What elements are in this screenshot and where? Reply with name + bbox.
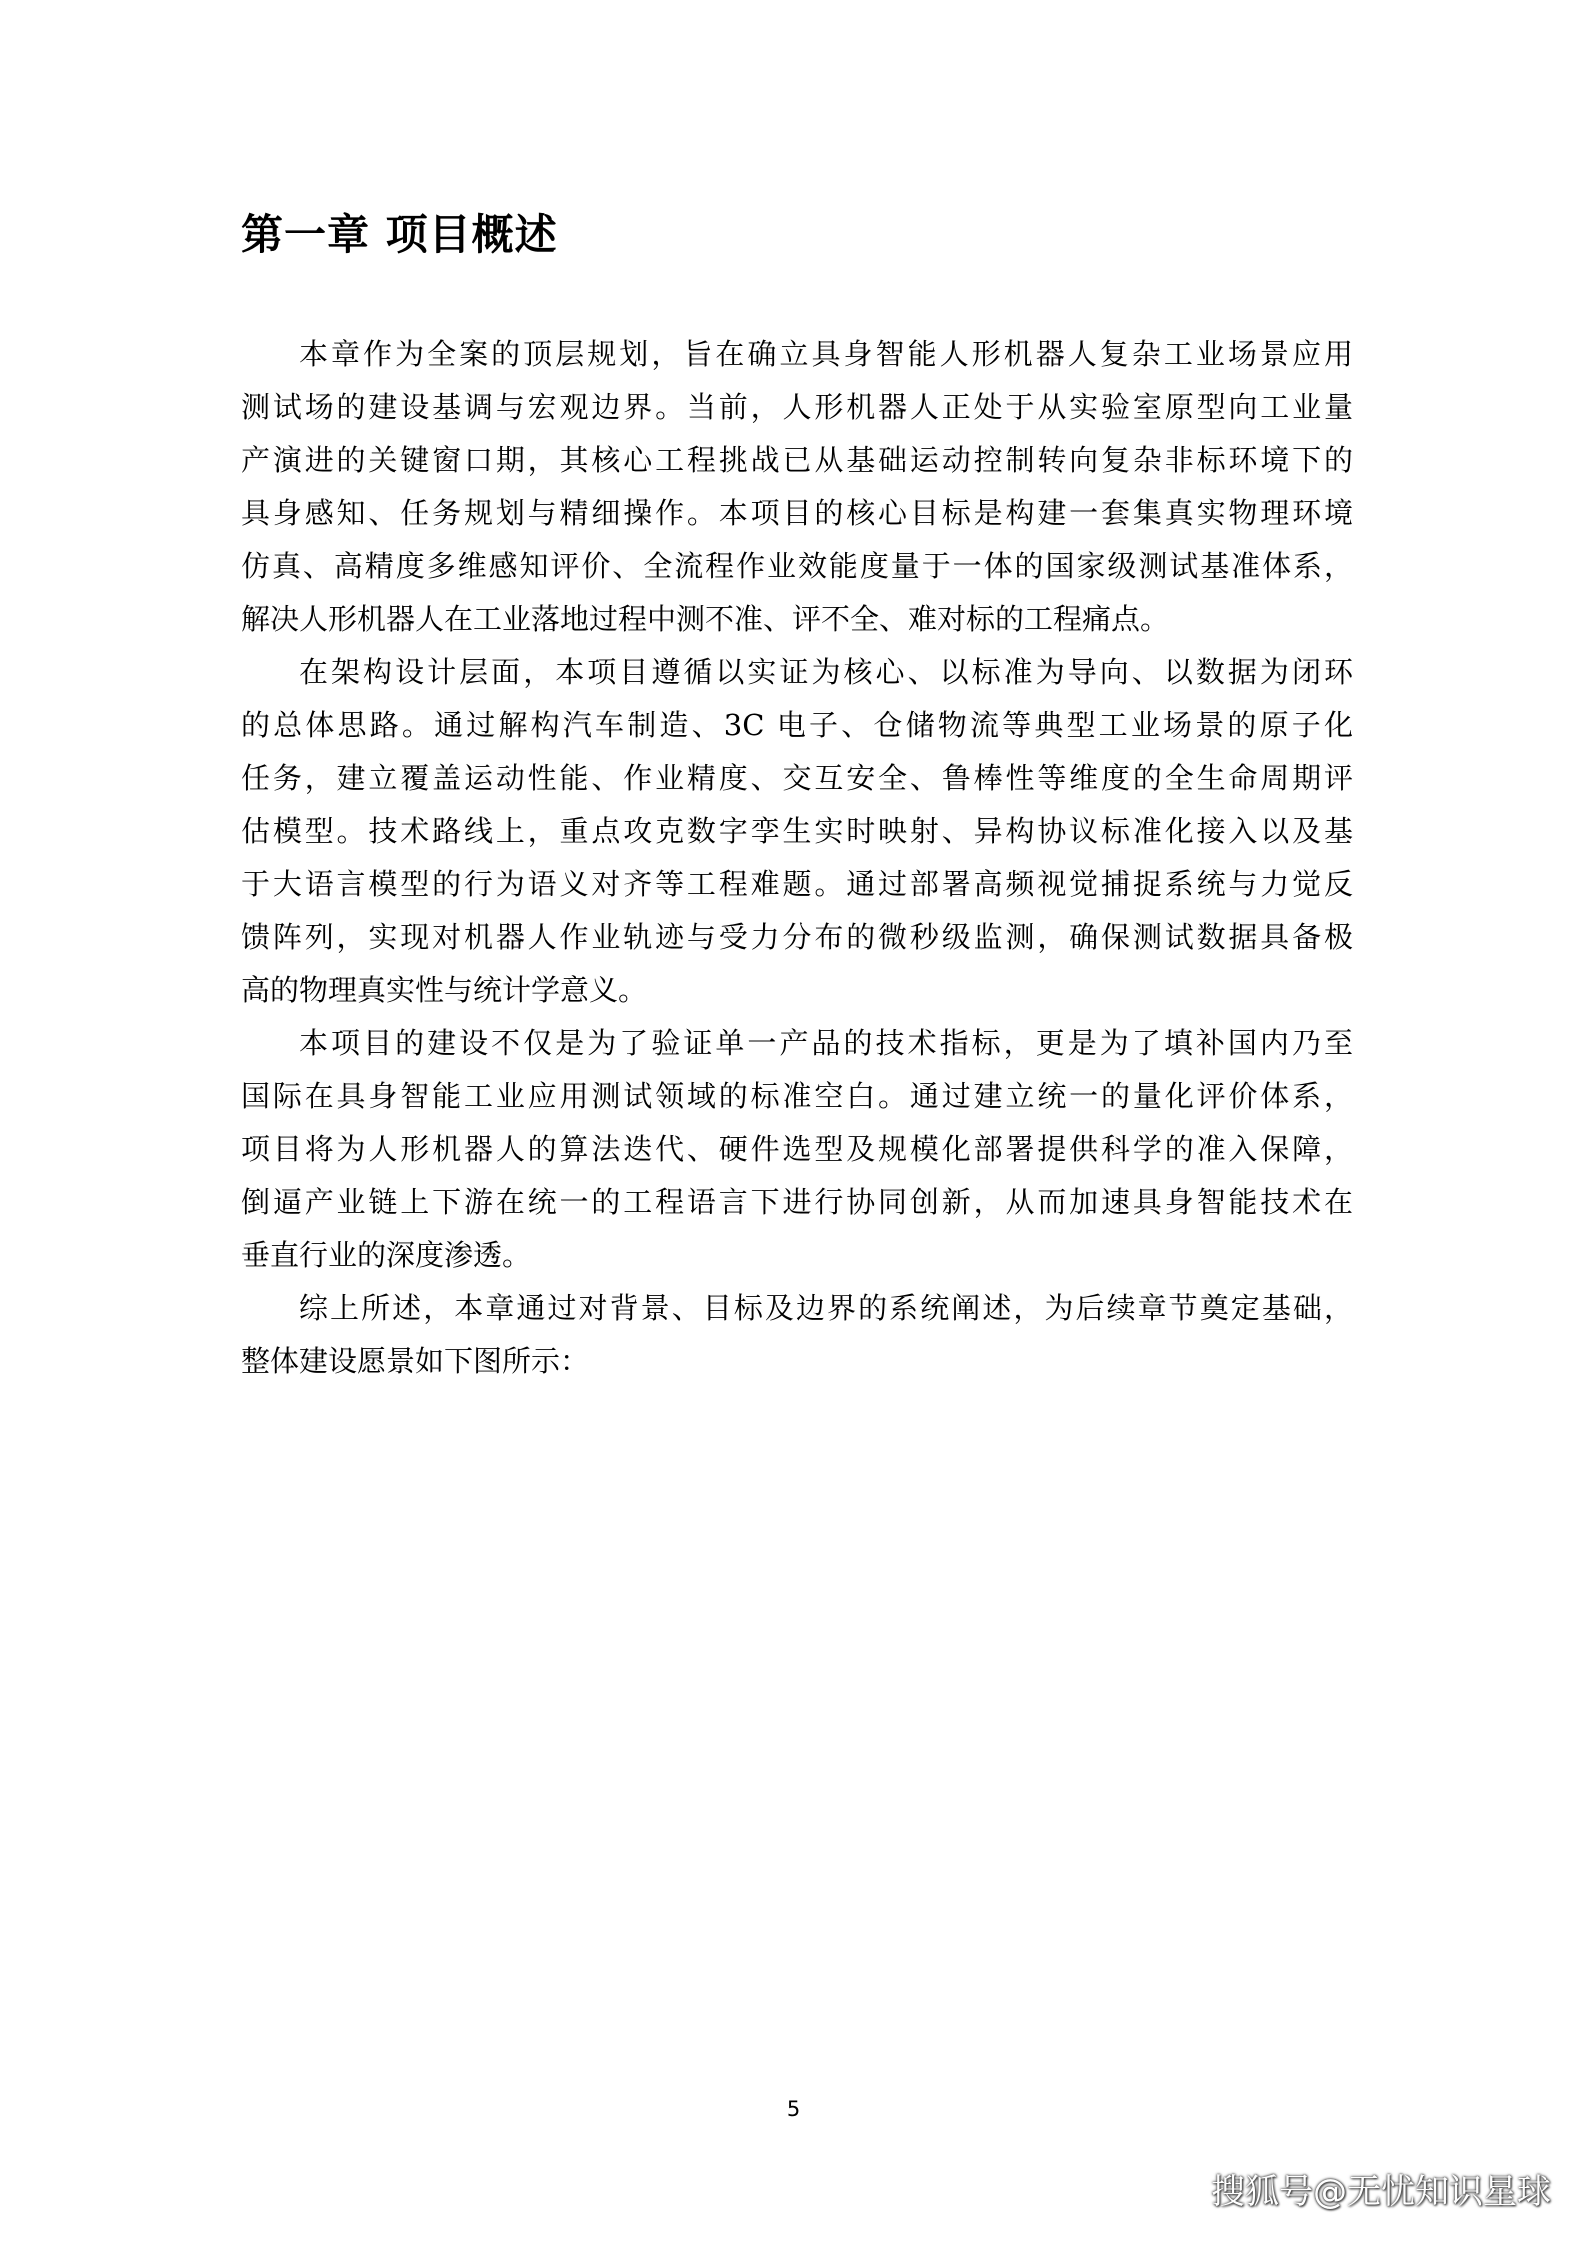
- paragraph-line: 估模型。技术路线上，重点攻克数字孪生实时映射、异构协议标准化接入以及基: [241, 814, 1353, 848]
- paragraph-line: 本章作为全案的顶层规划，旨在确立具身智能人形机器人复杂工业场景应用: [299, 337, 1353, 371]
- paragraph-line: 测试场的建设基调与宏观边界。当前，人形机器人正处于从实验室原型向工业量: [241, 390, 1353, 424]
- paragraph-line: 项目将为人形机器人的算法迭代、硬件选型及规模化部署提供科学的准入保障，: [241, 1132, 1353, 1166]
- paragraph-1: [241, 328, 1353, 646]
- chapter-title: 第一章 项目概述: [241, 210, 558, 259]
- paragraph-line: 解决人形机器人在工业落地过程中测不准、评不全、难对标的工程痛点。: [241, 602, 1170, 636]
- watermark: 搜狐号@无忧知识星球: [1211, 2172, 1551, 2212]
- paragraph-line: 产演进的关键窗口期，其核心工程挑战已从基础运动控制转向复杂非标环境下的: [241, 443, 1353, 477]
- paragraph-line: 综上所述，本章通过对背景、目标及边界的系统阐述，为后续章节奠定基础，: [299, 1291, 1353, 1325]
- paragraph-line: 倒逼产业链上下游在统一的工程语言下进行协同创新，从而加速具身智能技术在: [241, 1185, 1353, 1219]
- paragraph-line: 整体建设愿景如下图所示：: [241, 1344, 590, 1378]
- paragraph-line: 高的物理真实性与统计学意义。: [241, 973, 648, 1007]
- paragraph-4: [241, 1282, 1353, 1388]
- body-text: [241, 328, 1353, 1388]
- paragraph-line: 馈阵列，实现对机器人作业轨迹与受力分布的微秒级监测，确保测试数据具备极: [241, 920, 1353, 954]
- paragraph-2: [241, 646, 1353, 1017]
- paragraph-line: 国际在具身智能工业应用测试领域的标准空白。通过建立统一的量化评价体系，: [241, 1079, 1353, 1113]
- paragraph-line: 仿真、高精度多维感知评价、全流程作业效能度量于一体的国家级测试基准体系，: [241, 549, 1353, 583]
- paragraph-line: 垂直行业的深度渗透。: [241, 1238, 532, 1272]
- page-number: 5: [786, 2097, 801, 2121]
- paragraph-line: 任务，建立覆盖运动性能、作业精度、交互安全、鲁棒性等维度的全生命周期评: [241, 761, 1353, 795]
- paragraph-line: 本项目的建设不仅是为了验证单一产品的技术指标，更是为了填补国内乃至: [299, 1026, 1353, 1060]
- paragraph-3: [241, 1017, 1353, 1282]
- paragraph-line: 具身感知、任务规划与精细操作。本项目的核心目标是构建一套集真实物理环境: [241, 496, 1353, 530]
- paragraph-line: 于大语言模型的行为语义对齐等工程难题。通过部署高频视觉捕捉系统与力觉反: [241, 867, 1353, 901]
- paragraph-line: 的总体思路。通过解构汽车制造、3C 电子、仓储物流等典型工业场景的原子化: [241, 708, 1353, 742]
- paragraph-line: 在架构设计层面，本项目遵循以实证为核心、以标准为导向、以数据为闭环: [299, 655, 1353, 689]
